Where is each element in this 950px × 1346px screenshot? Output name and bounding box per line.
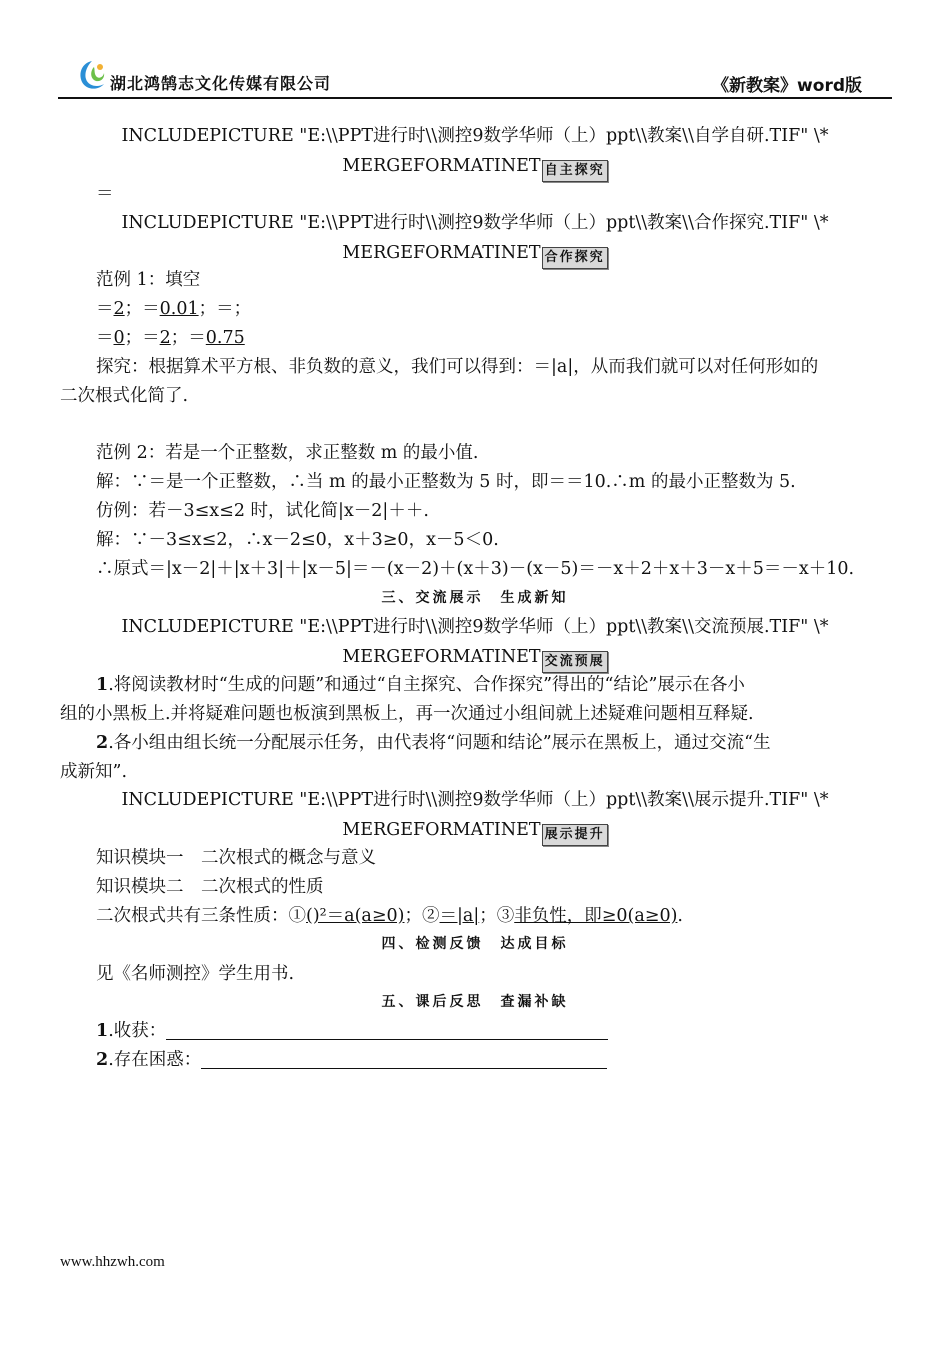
explore-paragraph-cont: 二次根式化简了.: [60, 386, 189, 406]
answer: 0: [113, 328, 125, 348]
includepicture-field: INCLUDEPICTURE "E:\\PPT进行时\\测控9数学华师（上）ppt\\教案\\交流预展.TIF" \*: [121, 617, 829, 637]
text: ；②: [404, 906, 440, 926]
reflection-confusion: [96, 1048, 607, 1072]
header-divider: [58, 97, 892, 99]
imitation-solution: 解：∵－3≤x≤2，∴x－2≤0，x＋3≥0，x－5＜0.: [96, 530, 499, 550]
mergeformat-text: MERGEFORMATINET: [342, 647, 541, 667]
text: ＝: [96, 299, 114, 319]
page-header: [58, 55, 892, 99]
knowledge-module-1: 知识模块一 二次根式的概念与意义: [96, 848, 376, 868]
text: .存在困惑：: [108, 1050, 202, 1070]
mergeformat-text: MERGEFORMATINET: [342, 156, 541, 176]
text: .收获：: [108, 1021, 167, 1041]
example-1-title: 范例 1：填空: [96, 270, 201, 290]
includepicture-field-cont: [60, 241, 890, 269]
imitation-problem: 仿例：若－3≤x≤2 时，试化简|x－2|＋＋.: [96, 501, 429, 521]
reference-line: 见《名师测控》学生用书.: [96, 964, 295, 984]
answer: ＝|a|: [439, 906, 480, 926]
text: ；＝: [170, 328, 206, 348]
text: ；＝: [124, 328, 160, 348]
includepicture-field: INCLUDEPICTURE "E:\\PPT进行时\\测控9数学华师（上）ppt\\教案\\自学自研.TIF" \*: [121, 126, 829, 146]
footer-url[interactable]: www.hhzwh.com: [60, 1254, 165, 1270]
section-stamp-image: 合作探究: [542, 247, 608, 269]
section-heading-4: 四、检测反馈 达成目标: [381, 936, 569, 952]
text: ＝: [96, 328, 114, 348]
mergeformat-text: MERGEFORMATINET: [342, 820, 541, 840]
reflection-gains: [96, 1019, 608, 1043]
mergeformat-text: MERGEFORMATINET: [342, 243, 541, 263]
answer: ()²＝a(a≥0): [306, 906, 405, 926]
paragraph-1-cont: 组的小黑板上.并将疑难问题也板演到黑板上，再一次通过小组间就上述疑难问题相互释疑.: [60, 704, 754, 724]
includepicture-field-cont: [60, 645, 890, 673]
knowledge-module-2: 知识模块二 二次根式的性质: [96, 877, 324, 897]
text: .将阅读教材时“生成的问题”和通过“自主探究、合作探究”得出的“结论”展示在各小: [108, 675, 745, 695]
example-2-title: 范例 2：若是一个正整数，求正整数 m 的最小值.: [96, 443, 479, 463]
blank-fill-line[interactable]: [201, 1050, 607, 1069]
answer: 2: [159, 328, 171, 348]
example-1-row-2: [96, 326, 245, 350]
item-number: 1: [96, 675, 109, 695]
example-2-solution: 解：∵＝是一个正整数，∴当 m 的最小正整数为 5 时，即＝＝10.∴m 的最小正整数为 5.: [96, 472, 796, 492]
includepicture-field: INCLUDEPICTURE "E:\\PPT进行时\\测控9数学华师（上）ppt\\教案\\展示提升.TIF" \*: [121, 790, 829, 810]
equation-line: ＝: [96, 184, 114, 204]
section-stamp-image: 自主探究: [542, 160, 608, 182]
doc-type-label: 《新教案》word版: [712, 76, 862, 96]
text: ；＝: [124, 299, 160, 319]
answer: 0.01: [159, 299, 199, 319]
paragraph-2: [96, 731, 771, 755]
explore-paragraph: 探究：根据算术平方根、非负数的意义，我们可以得到：＝|a|，从而我们就可以对任何形如的: [96, 357, 819, 377]
answer: 2: [113, 299, 125, 319]
text: ；③: [479, 906, 515, 926]
company-name: 湖北鸿鹄志文化传媒有限公司: [110, 74, 332, 93]
paragraph-2-cont: 成新知”.: [60, 762, 128, 782]
properties-line: [96, 904, 683, 928]
item-number: 1: [96, 1021, 109, 1041]
answer: 0.75: [205, 328, 245, 348]
includepicture-field-cont: [60, 154, 890, 182]
section-stamp-image: 展示提升: [542, 824, 608, 846]
includepicture-field-cont: [60, 818, 890, 846]
text: .: [677, 906, 683, 926]
example-1-row-1: [96, 297, 251, 321]
item-number: 2: [96, 733, 109, 753]
answer: 非负性，即≥0(a≥0): [514, 906, 678, 926]
section-heading-5: 五、课后反思 查漏补缺: [381, 994, 569, 1010]
text: 二次根式共有三条性质：①: [96, 906, 306, 926]
imitation-result: ∴原式＝|x－2|＋|x＋3|＋|x－5|＝－(x－2)＋(x＋3)－(x－5)＝－x＋2＋x＋3－x＋5＝－x＋10.: [96, 559, 855, 579]
item-number: 2: [96, 1050, 109, 1070]
section-heading-3: 三、交流展示 生成新知: [381, 590, 569, 606]
section-stamp-image: 交流预展: [542, 651, 608, 673]
text: .各小组由组长统一分配展示任务，由代表将“问题和结论”展示在黑板上，通过交流“生: [108, 733, 771, 753]
swirl-logo-icon: [74, 57, 110, 93]
text: ；＝；: [198, 299, 252, 319]
blank-fill-line[interactable]: [166, 1021, 608, 1040]
includepicture-field: INCLUDEPICTURE "E:\\PPT进行时\\测控9数学华师（上）ppt\\教案\\合作探究.TIF" \*: [121, 213, 829, 233]
paragraph-1: [96, 673, 745, 697]
